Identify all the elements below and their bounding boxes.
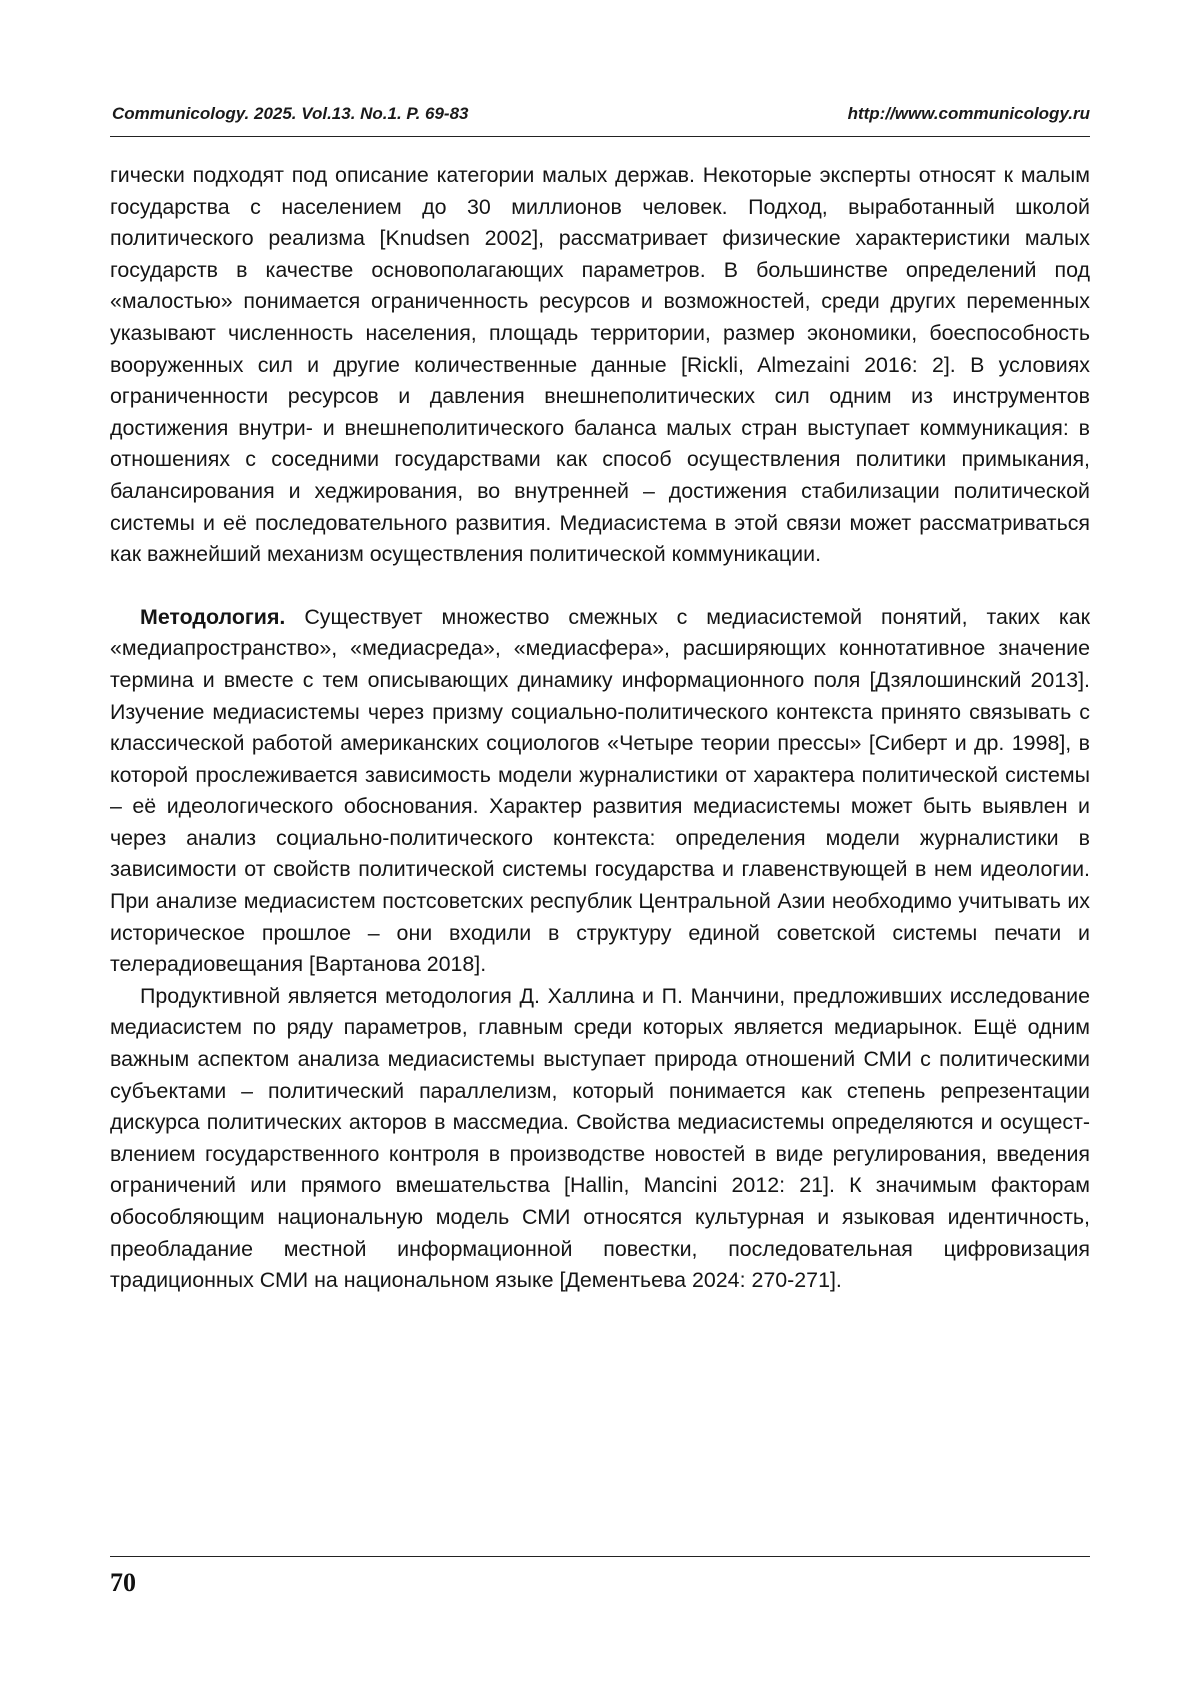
paragraph-hallin-mancini: Продуктивной является методология Д. Халлина и П. Манчини, предложив­ших исследование медиасистем по ряду параметров, главным среди которых является медиарынок. Ещё одним важным аспектом анализа медиасистемы вы­ступает природа отношений СМИ с политическими субъектами – политический параллелизм, который понимается как степень репрезентации дискурса полити­ческих акторов в массмедиа. Свойства медиасистемы определяются и осущест­влением государственного контроля в производстве новостей в виде регулирова­ния, введения ограничений или прямого вмешательства [Hallin, Mancini 2012: 21]. К значимым факторам обособляющим национальную модель СМИ относятся культурная и языковая идентичность, преобладание местной информационной повестки, последовательная цифровизация традиционных СМИ на националь­ном языке [Дементьева 2024: 270-271].	[110, 981, 1090, 1297]
journal-url[interactable]: http://www.communicology.ru	[848, 104, 1090, 124]
section-heading: Методология.	[140, 605, 285, 629]
paragraph-continuation: гически подходят под описание категории малых держав. Некоторые эксперты относят к малым государства с населением до 30 миллионов человек. Подход, выработанный школой политического реализма [Knudsen 2002], рассматрива­ет физические характеристики малых государств в качестве основополагающих параметров. В большинстве определений под «малостью» понимается ограни­ченность ресурсов и возможностей, среди других переменных указывают чис­ленность населения, площадь территории, размер экономики, боеспособность вооруженных сил и другие количественные данные [Rickli, Almezaini 2016: 2]. В условиях ограниченности ресурсов и давления внешнеполитических сил од­ним из инструментов достижения внутри- и внешнеполитического баланса ма­лых стран выступает коммуникация: в отношениях с соседними государствами как способ осуществления политики примыкания, балансирования и хеджирова­ния, во внутренней – достижения стабилизации политической системы и её по­следовательного развития. Медиасистема в этой связи может рассматриваться как важнейший механизм осуществления политической коммуникации.	[110, 160, 1090, 571]
article-body	[110, 160, 1090, 1297]
paragraph-methodology	[110, 602, 1090, 981]
journal-page	[0, 0, 1200, 1708]
journal-citation: Communicology. 2025. Vol.13. No.1. P. 69-83	[112, 104, 469, 124]
page-number: 70	[110, 1568, 136, 1598]
paragraph-methodology-text: Существует множество смежных с медиасистемой понятий, таких как «медиапространство», «медиасреда», «медиасфера», расширяющих коннотативное значение термина и вместе с тем описывающих динамику ин­формационного поля [Дзялошинский 2013]. Изучение медиасистемы через при­зму социально-политического контекста принято связывать с классической ра­ботой американских социологов «Четыре теории прессы» [Сиберт и др. 1998], в которой прослеживается зависимость модели журналистики от характера по­литической системы – её идеологического обоснования. Характер развития ме­диасистемы может быть выявлен и через анализ социально-политического кон­текста: определения модели журналистики в зависимости от свойств политиче­ской системы государства и главенствующей в нем идеологии. При анализе ме­диасистем постсоветских республик Центральной Азии необходимо учитывать их историческое прошлое – они входили в структуру единой советской системы печати и телерадиовещания [Вартанова 2018].	[110, 605, 1090, 977]
running-header	[112, 104, 1090, 134]
footer-divider	[110, 1556, 1090, 1557]
header-divider	[110, 136, 1090, 137]
